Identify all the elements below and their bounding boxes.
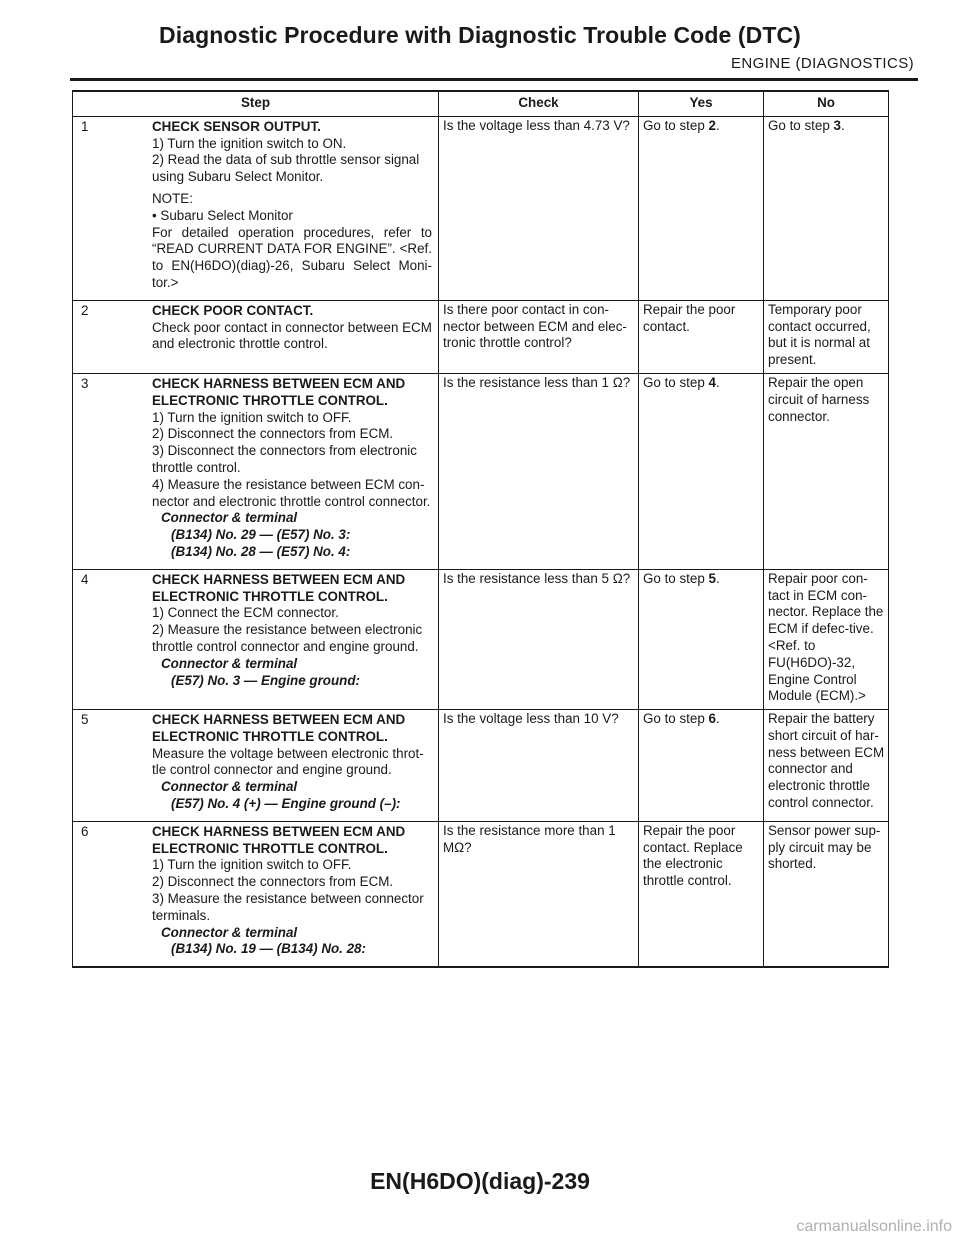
yes-text: Go to step	[643, 374, 709, 390]
step-number: 3	[81, 375, 89, 391]
yes-suffix: .	[715, 711, 720, 727]
page-number: EN(H6DO)(diag)-239	[370, 1168, 590, 1194]
step-title: CHECK HARNESS BETWEEN ECM AND ELECTRONIC THROTTLE CONTROL.	[152, 375, 406, 408]
table-row	[73, 710, 889, 822]
yes-cell	[639, 300, 764, 373]
yes-step-number: 4	[708, 374, 716, 390]
yes-cell	[639, 373, 764, 569]
table-row	[73, 373, 889, 569]
procedure-line: 1) Connect the ECM connector.	[152, 605, 339, 621]
step-content	[77, 823, 435, 962]
step-title: CHECK HARNESS BETWEEN ECM AND ELECTRONIC THROTTLE CONTROL.	[152, 571, 406, 604]
watermark: carmanualsonline.info	[796, 1218, 952, 1235]
table-row	[73, 300, 889, 373]
step-body	[151, 711, 435, 817]
check-cell: Is the resistance less than 5 Ω?	[439, 569, 639, 709]
yes-cell	[639, 569, 764, 709]
step-content	[77, 375, 435, 565]
step-number: 1	[81, 118, 89, 134]
section-label: ENGINE (DIAGNOSTICS)	[730, 55, 914, 72]
step-body	[151, 823, 435, 962]
table-row	[73, 116, 889, 300]
connector-terminal: (B134) No. 28 — (E57) No. 4:	[171, 543, 351, 559]
no-suffix: .	[840, 117, 845, 133]
yes-step-number: 6	[708, 711, 716, 727]
step-title: CHECK SENSOR OUTPUT.	[152, 118, 321, 134]
no-text: Go to step	[768, 117, 834, 133]
check-cell: Is the voltage less than 4.73 V?	[439, 116, 639, 300]
yes-text: Repair the poor contact.	[643, 301, 736, 334]
page-title: Diagnostic Procedure with Diagnostic Trouble Code (DTC)	[159, 22, 801, 48]
step-cell	[73, 116, 439, 300]
connector-heading: Connector & terminal	[161, 510, 298, 526]
no-cell	[764, 710, 889, 822]
note-label: NOTE:	[152, 190, 193, 206]
step-body	[151, 302, 435, 357]
table-body	[73, 116, 889, 967]
yes-cell	[639, 821, 764, 967]
table-row	[73, 569, 889, 709]
yes-text: Go to step	[643, 570, 709, 586]
yes-suffix: .	[715, 570, 720, 586]
step-number: 2	[81, 302, 89, 318]
step-content	[77, 118, 435, 296]
diagnostic-table	[72, 90, 889, 968]
procedure-line: 2) Disconnect the connectors from ECM.	[152, 874, 394, 890]
step-content	[77, 571, 435, 694]
procedure-line: 2) Read the data of sub throttle sensor signal using Subaru Select Monitor.	[152, 152, 420, 185]
step-title: CHECK POOR CONTACT.	[152, 302, 314, 318]
connector-terminal: (E57) No. 3 — Engine ground:	[171, 672, 360, 688]
no-text: Sensor power sup-ply circuit may be shorted.	[768, 822, 881, 872]
no-text: Repair the battery short circuit of har-ness between ECM connector and electronic throttle control connector.	[768, 711, 885, 811]
column-header-step: Step	[73, 91, 439, 116]
yes-step-number: 5	[708, 570, 716, 586]
procedure-line: 1) Turn the ignition switch to OFF.	[152, 857, 352, 873]
step-content	[77, 711, 435, 817]
procedure-line: 2) Disconnect the connectors from ECM.	[152, 426, 394, 442]
step-title: CHECK HARNESS BETWEEN ECM AND ELECTRONIC THROTTLE CONTROL.	[152, 823, 406, 856]
column-header-no: No	[764, 91, 889, 116]
column-header-yes: Yes	[639, 91, 764, 116]
yes-suffix: .	[715, 374, 720, 390]
check-cell: Is the resistance less than 1 Ω?	[439, 373, 639, 569]
step-number: 4	[81, 571, 89, 587]
no-cell	[764, 821, 889, 967]
step-body	[151, 571, 435, 694]
step-title: CHECK HARNESS BETWEEN ECM AND ELECTRONIC THROTTLE CONTROL.	[152, 712, 406, 744]
table-header-row	[73, 91, 889, 116]
procedure-line: 1) Turn the ignition switch to OFF.	[152, 409, 352, 425]
no-step-number: 3	[833, 117, 841, 133]
connector-heading: Connector & terminal	[161, 655, 298, 671]
yes-cell	[639, 710, 764, 822]
no-text: Repair poor con-tact in ECM con-nector. Replace the ECM if defec-tive. <Ref. to FU(H6DO)-32, Engine Control Module (ECM).>	[768, 570, 884, 704]
note-bullet: • Subaru Select Monitor	[152, 207, 293, 223]
no-cell	[764, 569, 889, 709]
step-cell	[73, 710, 439, 822]
no-cell	[764, 300, 889, 373]
check-cell: Is there poor contact in con-nector between ECM and elec-tronic throttle control?	[439, 300, 639, 373]
procedure-line: 2) Measure the resistance between electronic throttle control connector and engine ground.	[152, 622, 423, 654]
yes-cell	[639, 116, 764, 300]
check-cell: Is the voltage less than 10 V?	[439, 710, 639, 822]
step-content	[77, 302, 435, 357]
step-cell	[73, 373, 439, 569]
connector-terminal: (B134) No. 19 — (B134) No. 28:	[171, 941, 366, 957]
yes-text: Go to step	[643, 117, 709, 133]
step-cell	[73, 569, 439, 709]
no-cell	[764, 116, 889, 300]
note-text: For detailed operation procedures, refer to “READ CURRENT DATA FOR ENGINE”. <Ref. to EN(H6DO)(diag)-26, Subaru Select Moni-tor.>	[152, 224, 432, 290]
step-body	[151, 118, 435, 296]
yes-suffix: .	[715, 117, 720, 133]
step-body	[151, 375, 435, 565]
step-cell	[73, 300, 439, 373]
header-rule	[70, 78, 918, 81]
procedure-line: 3) Disconnect the connectors from electronic throttle control.	[152, 443, 417, 475]
connector-heading: Connector & terminal	[161, 779, 298, 795]
step-cell	[73, 821, 439, 967]
yes-text: Repair the poor contact. Replace the electronic throttle control.	[643, 822, 743, 889]
procedure-line: 4) Measure the resistance between ECM con-nector and electronic throttle control connector.	[152, 476, 431, 509]
connector-terminal: (E57) No. 4 (+) — Engine ground (–):	[171, 796, 401, 812]
connector-heading: Connector & terminal	[161, 924, 298, 940]
procedure-line: Measure the voltage between electronic throt-tle control connector and engine ground.	[152, 745, 424, 778]
check-cell: Is the resistance more than 1 MΩ?	[439, 821, 639, 967]
procedure-line: Check poor contact in connector between ECM and electronic throttle control.	[152, 319, 432, 352]
yes-text: Go to step	[643, 711, 709, 727]
column-header-check: Check	[439, 91, 639, 116]
yes-step-number: 2	[708, 117, 716, 133]
no-text: Temporary poor contact occurred, but it is normal at present.	[768, 301, 871, 368]
table-row	[73, 821, 889, 967]
step-number: 5	[81, 712, 89, 728]
no-cell	[764, 373, 889, 569]
step-number: 6	[81, 823, 89, 839]
procedure-line: 1) Turn the ignition switch to ON.	[152, 135, 347, 151]
procedure-line: 3) Measure the resistance between connector terminals.	[152, 891, 424, 923]
no-text: Repair the open circuit of harness connector.	[768, 374, 870, 424]
connector-terminal: (B134) No. 29 — (E57) No. 3:	[171, 527, 351, 543]
